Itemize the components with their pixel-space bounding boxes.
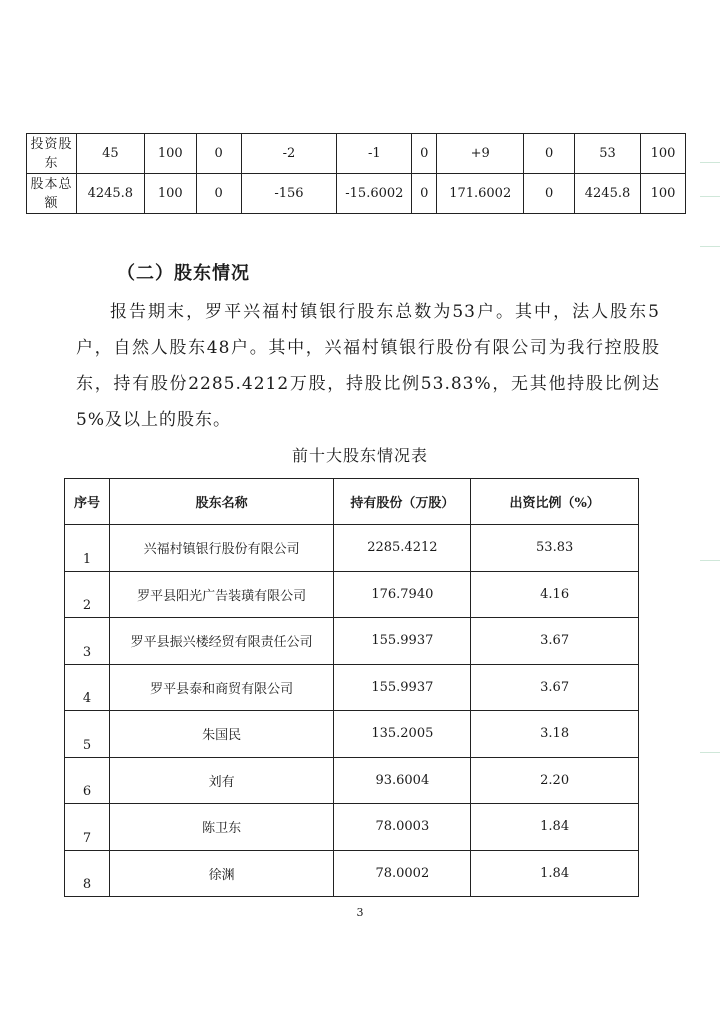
share-ratio: 53.83: [471, 525, 639, 572]
table-row: [27, 134, 686, 174]
table-caption: 前十大股东情况表: [291, 446, 428, 465]
table-cell: -15.6002: [337, 174, 412, 214]
table-row: [65, 711, 639, 758]
share-ratio: 1.84: [471, 804, 639, 851]
table-row: [65, 804, 639, 851]
table-cell: -1: [337, 134, 412, 174]
row-index: 3: [65, 618, 110, 665]
table-row: [65, 757, 639, 804]
edge-mark: [700, 246, 720, 247]
table-cell: -156: [241, 174, 337, 214]
shareholder-name: 罗平县泰和商贸有限公司: [109, 664, 334, 711]
row-index: 8: [65, 850, 110, 897]
table-cell: 0: [412, 174, 437, 214]
table-cell: 100: [144, 134, 196, 174]
row-label: 投资股东: [27, 134, 77, 174]
edge-mark: [700, 560, 720, 561]
row-index: 1: [65, 525, 110, 572]
table-cell: 0: [196, 134, 241, 174]
share-ratio: 4.16: [471, 571, 639, 618]
shares-held: 78.0003: [334, 804, 471, 851]
shareholder-name: 刘有: [109, 757, 334, 804]
shares-held: 135.2005: [334, 711, 471, 758]
table-cell: 4245.8: [575, 174, 641, 214]
row-index: 5: [65, 711, 110, 758]
table-cell: 0: [412, 134, 437, 174]
table-cell: +9: [437, 134, 524, 174]
shareholder-name: 徐渊: [109, 850, 334, 897]
row-index: 4: [65, 664, 110, 711]
shares-held: 78.0002: [334, 850, 471, 897]
share-ratio: 3.67: [471, 664, 639, 711]
share-change-table: [26, 133, 686, 214]
table-row: [65, 618, 639, 665]
shares-held: 155.9937: [334, 618, 471, 665]
shareholder-name: 朱国民: [109, 711, 334, 758]
table-header-row: [65, 479, 639, 525]
row-index: 6: [65, 757, 110, 804]
edge-mark: [700, 752, 720, 753]
section-title: （二）股东情况: [117, 263, 250, 284]
table-cell: 53: [575, 134, 641, 174]
share-ratio: 1.84: [471, 850, 639, 897]
share-ratio: 3.67: [471, 618, 639, 665]
table-row: [27, 174, 686, 214]
table-cell: 100: [640, 134, 685, 174]
table-row: [65, 664, 639, 711]
column-header: 持有股份（万股）: [334, 479, 471, 525]
table-cell: 0: [196, 174, 241, 214]
shares-held: 2285.4212: [334, 525, 471, 572]
table-cell: 0: [524, 174, 575, 214]
shareholder-name: 罗平县阳光广告装璜有限公司: [109, 571, 334, 618]
shareholder-name: 陈卫东: [109, 804, 334, 851]
table-cell: -2: [241, 134, 337, 174]
column-header: 序号: [65, 479, 110, 525]
shares-held: 93.6004: [334, 757, 471, 804]
row-index: 7: [65, 804, 110, 851]
table-cell: 4245.8: [76, 174, 144, 214]
table-cell: 45: [76, 134, 144, 174]
body-paragraph: 报告期末，罗平兴福村镇银行股东总数为53户。其中，法人股东5户，自然人股东48户。其中，兴福村镇银行股份有限公司为我行控股股东，持有股份2285.4212万股，持股比例53.83%，无其他持股比例达5%及以上的股东。: [76, 302, 660, 430]
table-row: [65, 850, 639, 897]
table-cell: 0: [524, 134, 575, 174]
row-index: 2: [65, 571, 110, 618]
page-number: 3: [356, 906, 364, 919]
shareholder-name: 罗平县振兴楼经贸有限责任公司: [109, 618, 334, 665]
row-label: 股本总额: [27, 174, 77, 214]
edge-mark: [700, 196, 720, 197]
edge-mark: [700, 162, 720, 163]
shareholder-name: 兴福村镇银行股份有限公司: [109, 525, 334, 572]
table-cell: 171.6002: [437, 174, 524, 214]
shares-held: 155.9937: [334, 664, 471, 711]
table-row: [65, 525, 639, 572]
table-cell: 100: [640, 174, 685, 214]
table-cell: 100: [144, 174, 196, 214]
column-header: 股东名称: [109, 479, 334, 525]
top-shareholders-table: [64, 478, 639, 897]
share-ratio: 2.20: [471, 757, 639, 804]
shares-held: 176.7940: [334, 571, 471, 618]
column-header: 出资比例（%）: [471, 479, 639, 525]
share-ratio: 3.18: [471, 711, 639, 758]
table-row: [65, 571, 639, 618]
